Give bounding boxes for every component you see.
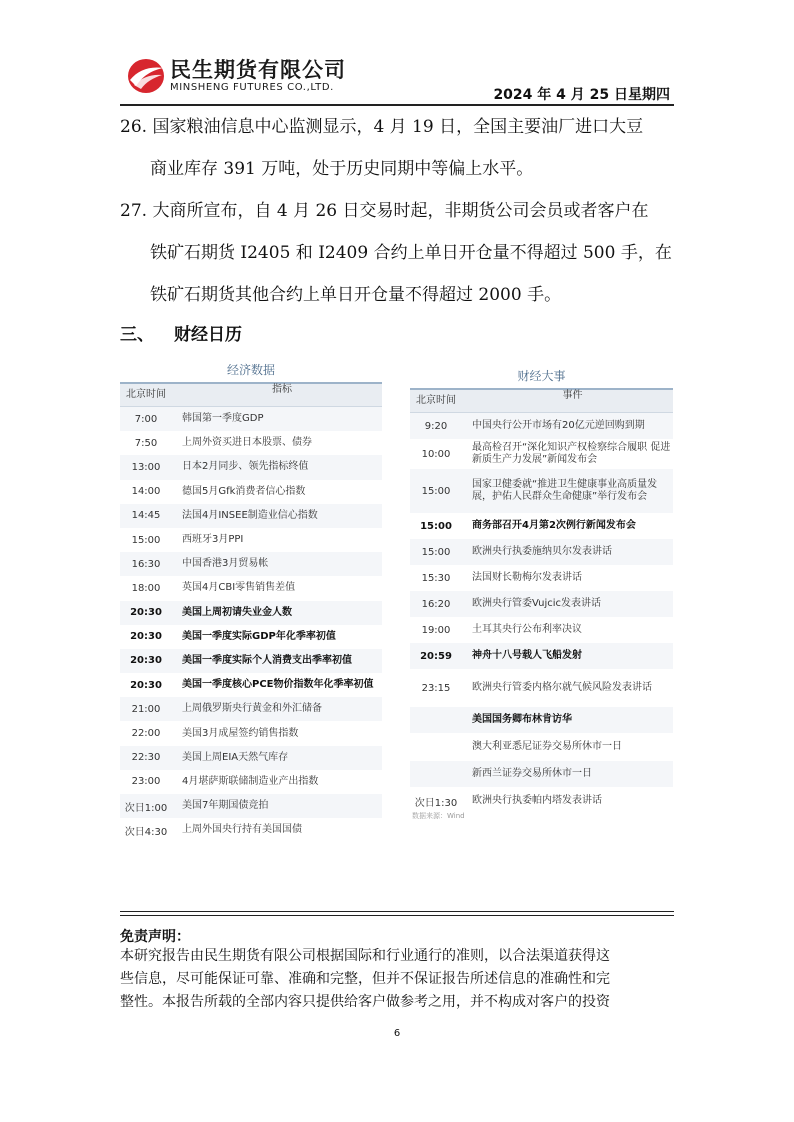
- row-item: 最高检召开“深化知识产权检察综合履职 促进新质生产力发展”新闻发布会: [472, 442, 671, 465]
- row-item: 美国3月成屋签约销售指数: [182, 727, 299, 739]
- row-time: 16:30: [131, 558, 161, 570]
- table-row: [120, 455, 382, 479]
- logo-english-name: MINSHENG FUTURES CO.,LTD.: [170, 82, 334, 93]
- table-row: [120, 480, 382, 504]
- table-row: [120, 431, 382, 455]
- row-item: 欧洲央行管委Vujcic发表讲话: [472, 598, 602, 609]
- table-row: [410, 669, 673, 707]
- table-body: [120, 407, 382, 842]
- table-row: [120, 818, 382, 842]
- table-row: [120, 697, 382, 721]
- row-item: 韩国第一季度GDP: [182, 413, 264, 425]
- disclaimer-title: 免责声明：: [120, 929, 190, 945]
- row-item: 上周外资买进日本股票、债券: [182, 437, 312, 449]
- table-header: [410, 390, 673, 413]
- table-row: [410, 707, 673, 733]
- table-row: [410, 469, 673, 513]
- table-row: [410, 643, 673, 669]
- row-time: 20:30: [130, 679, 162, 691]
- disclaimer-line: 整性。本报告所载的全部内容只提供给客户做参考之用，并不构成对客户的投资: [120, 994, 610, 1010]
- row-time: 7:50: [134, 437, 158, 449]
- table-row: [120, 552, 382, 576]
- row-time: 15:00: [420, 520, 452, 532]
- row-time: 22:00: [131, 728, 161, 740]
- row-time: 16:20: [421, 598, 451, 610]
- table-row: [120, 721, 382, 745]
- company-logo-icon: [126, 56, 166, 96]
- table-row: [120, 770, 382, 794]
- table-header: [120, 384, 382, 407]
- table-row: [120, 649, 382, 673]
- row-time: 次日1:30: [414, 797, 458, 809]
- row-time: 20:30: [130, 631, 162, 643]
- disclaimer-line: 些信息，尽可能保证可靠、准确和完整，但并不保证报告所述信息的准确性和完: [120, 971, 610, 987]
- row-item: 澳大利亚悉尼证券交易所休市一日: [472, 741, 622, 752]
- row-time: 14:00: [131, 486, 161, 498]
- row-time: 22:30: [131, 752, 161, 764]
- table-row: [120, 601, 382, 625]
- row-item: 美国一季度实际个人消费支出季率初值: [182, 654, 352, 666]
- row-time: 次日4:30: [124, 826, 168, 838]
- row-item: 美国7年期国债竞拍: [182, 800, 269, 812]
- table-row: [120, 528, 382, 552]
- row-item: 新西兰证券交易所休市一日: [472, 768, 592, 779]
- row-time: 20:30: [130, 655, 162, 667]
- row-item: 中国香港3月贸易帐: [182, 558, 269, 570]
- col-header-item: 事件: [562, 390, 583, 401]
- financial-events-table: [410, 364, 673, 815]
- table-row: [410, 591, 673, 617]
- row-item: 上周俄罗斯央行黄金和外汇储备: [182, 703, 322, 715]
- section-number: 三、: [120, 325, 154, 345]
- row-item: 日本2月同步、领先指标终值: [182, 461, 309, 473]
- table-body: [410, 413, 673, 815]
- row-item: 美国一季度实际GDP年化季率初值: [182, 630, 336, 642]
- table-caption: 经济数据: [120, 358, 382, 384]
- row-item: 神舟十八号载人飞船发射: [472, 650, 582, 661]
- row-item: 商务部召开4月第2次例行新闻发布会: [472, 520, 636, 531]
- table-row: [120, 576, 382, 600]
- table-row: [410, 439, 673, 469]
- table-row: [410, 565, 673, 591]
- news-line: 27. 大商所宣布，自 4 月 26 日交易时起，非期货公司会员或者客户在: [120, 201, 649, 221]
- news-line: 铁矿石期货 I2405 和 I2409 合约上单日开仓量不得超过 500 手，在: [150, 243, 672, 263]
- table-row: [120, 673, 382, 697]
- row-item: 土耳其央行公布利率决议: [472, 624, 582, 635]
- table-row: [410, 513, 673, 539]
- row-item: 西班牙3月PPI: [182, 534, 244, 546]
- row-time: 23:15: [421, 682, 451, 694]
- col-header-time: 北京时间: [416, 395, 456, 406]
- table-row: [120, 504, 382, 528]
- section-title: [120, 320, 242, 345]
- section-heading: 财经日历: [174, 325, 242, 345]
- row-time: 9:20: [424, 420, 448, 432]
- row-time: 23:00: [131, 776, 161, 788]
- footer-divider: [120, 911, 674, 912]
- row-time: 20:59: [420, 650, 452, 662]
- row-time: 13:00: [131, 461, 161, 473]
- table-row: [120, 625, 382, 649]
- row-item: 中国央行公开市场有20亿元逆回购到期: [472, 420, 645, 431]
- data-source-note: 数据来源：Wind: [412, 812, 465, 820]
- row-time: 7:00: [134, 413, 158, 425]
- row-item: 上周外国央行持有美国国债: [182, 824, 302, 836]
- report-date: 2024 年 4 月 25 日星期四: [493, 87, 670, 103]
- table-row: [120, 746, 382, 770]
- footer-divider-thin: [120, 915, 674, 916]
- row-item: 欧洲央行执委施纳贝尔发表讲话: [472, 546, 612, 557]
- page-number: 6: [393, 1028, 401, 1039]
- row-item: 德国5月Gfk消费者信心指数: [182, 485, 306, 497]
- table-row: [410, 413, 673, 439]
- table-row: [410, 761, 673, 787]
- row-item: 英国4月CBI零售销售差值: [182, 582, 296, 594]
- row-item: 美国上周EIA天然气库存: [182, 751, 289, 763]
- row-item: 美国上周初请失业金人数: [182, 606, 292, 618]
- news-line: 商业库存 391 万吨，处于历史同期中等偏上水平。: [150, 159, 534, 179]
- news-item-27: [120, 190, 676, 316]
- row-item: 美国国务卿布林肯访华: [472, 714, 572, 725]
- news-line: 铁矿石期货其他合约上单日开仓量不得超过 2000 手。: [150, 285, 562, 305]
- row-time: 15:00: [131, 534, 161, 546]
- economic-data-table: [120, 358, 382, 842]
- row-time: 10:00: [421, 448, 451, 460]
- col-header-item: 指标: [272, 384, 292, 395]
- row-time: 19:00: [421, 624, 451, 636]
- row-time: 15:30: [421, 572, 451, 584]
- row-time: 20:30: [130, 607, 162, 619]
- row-time: 15:00: [421, 485, 451, 497]
- row-item: 美国一季度核心PCE物价指数年化季率初值: [182, 679, 374, 691]
- row-time: 14:45: [131, 510, 161, 522]
- col-header-time: 北京时间: [126, 389, 166, 400]
- table-row: [410, 539, 673, 565]
- row-item: 4月堪萨斯联储制造业产出指数: [182, 775, 319, 787]
- table-row: [120, 407, 382, 431]
- row-item: 欧洲央行管委内格尔就气候风险发表讲话: [472, 682, 652, 693]
- table-caption: 财经大事: [410, 364, 673, 390]
- row-item: 欧洲央行执委帕内塔发表讲话: [472, 795, 602, 806]
- news-item-26: [120, 106, 676, 190]
- row-time: 18:00: [131, 582, 161, 594]
- row-item: 法国财长勒梅尔发表讲话: [472, 572, 582, 583]
- row-item: 国家卫健委就“推进卫生健康事业高质量发展，护佑人民群众生命健康”举行发布会: [472, 479, 658, 502]
- row-time: 21:00: [131, 703, 161, 715]
- table-row: [410, 617, 673, 643]
- disclaimer-line: 本研究报告由民生期货有限公司根据国际和行业通行的准则，以合法渠道获得这: [120, 948, 610, 964]
- disclaimer-text: [120, 945, 676, 1014]
- row-item: 法国4月INSEE制造业信心指数: [182, 509, 318, 521]
- table-row: [410, 733, 673, 761]
- logo-chinese-name: 民生期货有限公司: [170, 58, 346, 82]
- page-header: [120, 52, 674, 104]
- table-row: [120, 794, 382, 818]
- news-line: 26. 国家粮油信息中心监测显示，4 月 19 日，全国主要油厂进口大豆: [120, 117, 644, 137]
- row-time: 15:00: [421, 546, 451, 558]
- row-time: 次日1:00: [124, 802, 168, 814]
